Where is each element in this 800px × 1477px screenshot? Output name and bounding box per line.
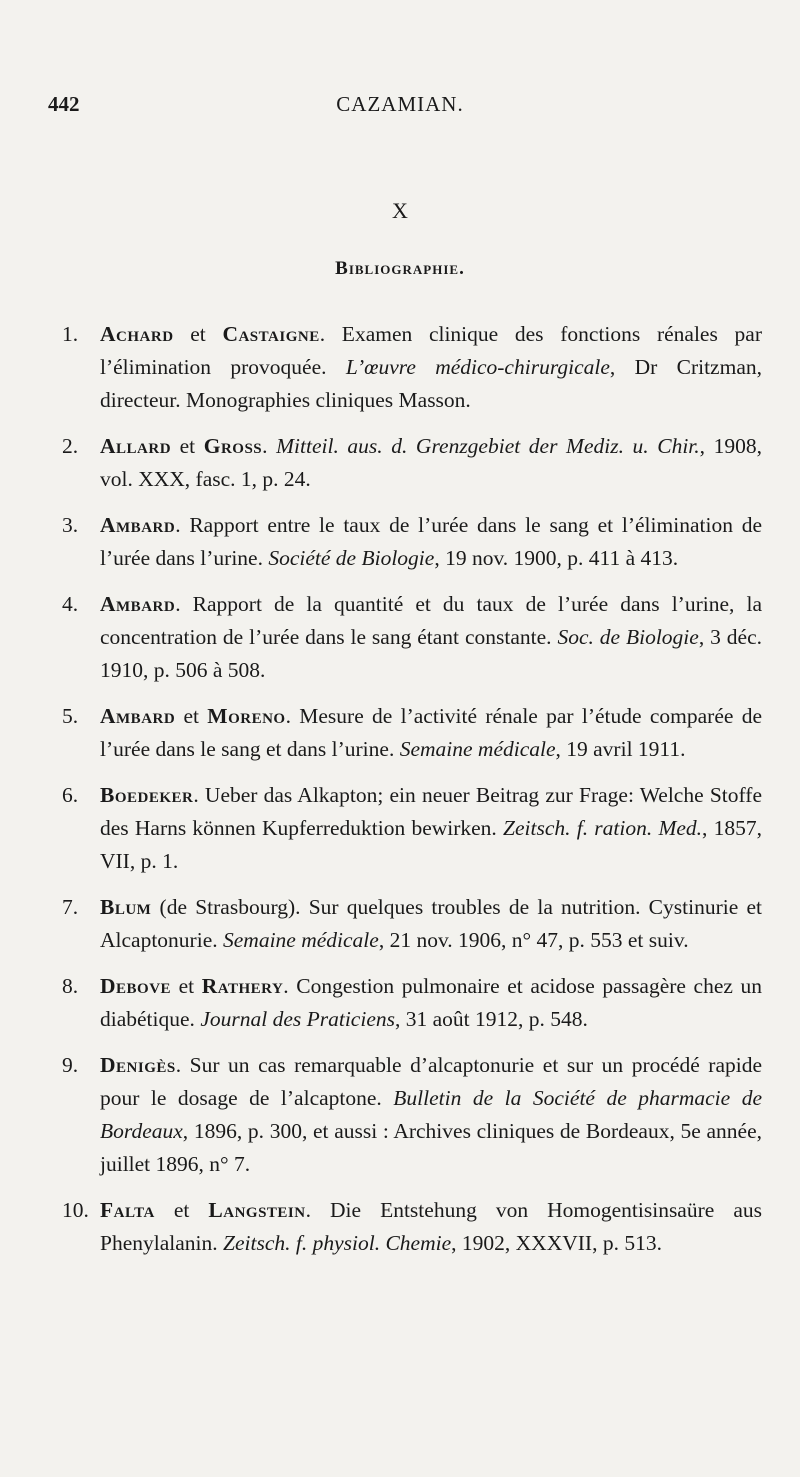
entry-journal: Journal des Praticiens (200, 1007, 395, 1031)
entry-number: 3. (62, 513, 79, 537)
entry-number: 8. (62, 974, 79, 998)
entry-author: Achard (100, 322, 174, 346)
bibliography-entry (62, 318, 762, 417)
entry-title: . Sur quelques troubles de la nutrition. Cystinurie et Alcaptonurie. (100, 895, 762, 952)
entry-journal: Bulletin de la Société de pharmacie de Bordeaux (100, 1086, 762, 1143)
bibliography-entry (62, 1049, 762, 1181)
entry-coauthor: Langstein (208, 1198, 306, 1222)
entry-author: Boedeker (100, 783, 194, 807)
entry-title: . Ueber das Alkapton; ein neuer Beitrag zur Frage: Welche Stoffe des Harns können Kupferreduktion bewirken. (100, 783, 762, 840)
entry-author: Ambard (100, 704, 176, 728)
entry-journal: Mitteil. aus. d. Grenzgebiet der Mediz. u. Chir. (276, 434, 700, 458)
entry-details: , 1857, VII, p. 1. (100, 816, 762, 873)
entry-title: . Die Entstehung von Homogentisinsaüre aus Phenylalanin. (100, 1198, 762, 1255)
bibliography-entry (62, 970, 762, 1036)
entry-author: Debove (100, 974, 172, 998)
entry-details: , Dr Critzman, directeur. Monographies cliniques Masson. (100, 355, 762, 412)
entry-title: . (262, 434, 277, 458)
entry-author: Allard (100, 434, 172, 458)
entry-details: , 21 nov. 1906, n° 47, p. 553 et suiv. (378, 928, 689, 952)
entry-journal: Semaine médicale (223, 928, 379, 952)
entry-number: 7. (62, 895, 79, 919)
entry-title: . Rapport de la quantité et du taux de l’urée dans l’urine, la concentration de l’urée dans le sang étant constante. (100, 592, 762, 649)
entry-details: , 1896, p. 300, et aussi : Archives cliniques de Bordeaux, 5e année, juillet 1896, n° 7. (100, 1119, 762, 1176)
entry-details: , 3 déc. 1910, p. 506 à 508. (100, 625, 762, 682)
entry-number: 4. (62, 592, 79, 616)
bibliography-entry (62, 779, 762, 878)
section-number: X (392, 198, 408, 223)
entry-journal: Soc. de Biologie (557, 625, 699, 649)
entry-connector: et (154, 1198, 209, 1222)
entry-title: . Congestion pulmonaire et acidose passagère chez un diabétique. (100, 974, 762, 1031)
entry-number: 5. (62, 704, 79, 728)
entry-details: , 31 août 1912, p. 548. (394, 1007, 588, 1031)
entry-connector: (de Strasbourg) (151, 895, 296, 919)
page-header (48, 92, 752, 122)
entry-title: . Mesure de l’activité rénale par l’étude comparée de l’urée dans le sang et dans l’urine. (100, 704, 762, 761)
entry-number: 6. (62, 783, 79, 807)
bibliography-entry (62, 891, 762, 957)
entry-journal: Zeitsch. f. physiol. Chemie (223, 1231, 452, 1255)
bibliography-entry (62, 1194, 762, 1260)
page-number: 442 (48, 92, 80, 116)
entry-title: . Sur un cas remarquable d’alcaptonurie et sur un procédé rapide pour le dosage de l’alcaptone. (100, 1053, 762, 1110)
entry-coauthor: Moreno (207, 704, 286, 728)
entry-number: 9. (62, 1053, 79, 1077)
bibliography-entry (62, 700, 762, 766)
entry-journal: Semaine médicale (399, 737, 556, 761)
entry-author: Blum (100, 895, 152, 919)
entry-title: . Rapport entre le taux de l’urée dans le sang et l’élimination de l’urée dans l’urine. (100, 513, 762, 570)
entry-author: Ambard (100, 513, 176, 537)
entry-details: , 1902, XXXVII, p. 513. (451, 1231, 662, 1255)
entry-coauthor: Castaigne (222, 322, 320, 346)
entry-journal: Zeitsch. f. ration. Med. (503, 816, 703, 840)
entry-number: 2. (62, 434, 79, 458)
entry-number: 10. (62, 1198, 89, 1222)
entry-author: Ambard (100, 592, 176, 616)
entry-connector: et (173, 322, 223, 346)
entry-coauthor: Gross (203, 434, 263, 458)
entry-connector: et (171, 974, 202, 998)
entry-number: 1. (62, 322, 79, 346)
entry-details: , 19 avril 1911. (555, 737, 686, 761)
bibliography-entry (62, 430, 762, 496)
entry-coauthor: Rathery (201, 974, 284, 998)
running-head: CAZAMIAN. (336, 92, 464, 116)
entry-details: , 1908, vol. XXX, fasc. 1, p. 24. (100, 434, 763, 491)
entry-author: Denigès (100, 1053, 176, 1077)
bibliography-list (62, 318, 762, 1260)
entry-author: Falta (100, 1198, 155, 1222)
entry-details: , 19 nov. 1900, p. 411 à 413. (434, 546, 679, 570)
section-title: Bibliographie. (335, 258, 465, 279)
entry-connector: et (175, 704, 208, 728)
entry-title: . Examen clinique des fonctions rénales par l’élimination provoquée. (100, 322, 762, 379)
entry-journal: Société de Biologie (268, 546, 435, 570)
entry-journal: L’œuvre médico-chirurgicale (345, 355, 610, 379)
entry-connector: et (171, 434, 204, 458)
bibliography-entry (62, 588, 762, 687)
bibliography-entry (62, 509, 762, 575)
